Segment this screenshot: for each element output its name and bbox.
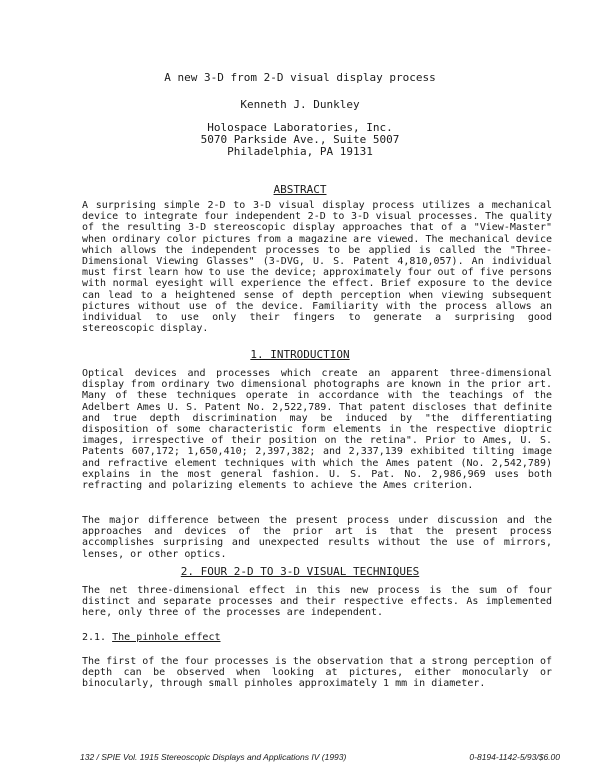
subsection-number: 2.1.: [82, 632, 107, 643]
subsection-paragraph: The first of the four processes is the observation that a strong perception of depth can be observed when looking at pictures, either monocularly or binocularly, through small pinholes approximately 1 mm in diameter.: [82, 656, 552, 690]
affiliation-line: Holospace Laboratories, Inc.: [207, 121, 393, 134]
subsection-label: The pinhole effect: [112, 632, 221, 643]
abstract-heading: ABSTRACT: [273, 183, 327, 196]
introduction-paragraph: Optical devices and processes which create an apparent three-dimensional display from ordinary two dimensional photographs are known in the prior art. Many of these techniques operate in accordance with the teachings of the Adelbert Ames U. S. Patent No. 2,522,789. That patent discloses that definite and true depth discrimination may be induced by "the differentiating disposition of some characteristic form elements in the respective dioptric images, irrespective of their position on the retina". Prior to Ames, U. S. Patents 607,172; 1,650,410; 2,397,382; and 2,337,139 exhibited tilting image and refractive element techniques with which the Ames patent (No. 2,542,789) explains in the most general fashion. U. S. Pat. No. 2,986,969 uses both refracting and polarizing elements to achieve the Ames criterion.: [82, 368, 552, 492]
introduction-paragraph: The major difference between the present process under discussion and the approaches and devices of the prior art is that the present process accomplishes surprising and unexpected results without the use of mirrors, lenses, or other optics.: [82, 515, 552, 560]
section-2-paragraph: The net three-dimensional effect in this new process is the sum of four distinct and separate processes and their respective effects. As implemented here, only three of the processes are independent.: [82, 585, 552, 619]
author-name: Kenneth J. Dunkley: [240, 98, 360, 111]
introduction-heading: 1. INTRODUCTION: [250, 348, 350, 361]
footer-isbn: 0-8194-1142-5/93/$6.00: [469, 752, 560, 762]
section-2-heading: 2. FOUR 2-D TO 3-D VISUAL TECHNIQUES: [180, 565, 420, 578]
affiliation-line: 5070 Parkside Ave., Suite 5007: [200, 133, 400, 146]
subsection-heading: [82, 632, 221, 643]
paper-title: A new 3-D from 2-D visual display process: [164, 71, 436, 84]
footer-citation: 132 / SPIE Vol. 1915 Stereoscopic Displays and Applications IV (1993): [80, 752, 347, 762]
affiliation-block: [0, 122, 600, 158]
abstract-text: A surprising simple 2-D to 3-D visual display process utilizes a mechanical device to integrate four independent 2-D to 3-D visual processes. The quality of the resulting 3-D stereoscopic display approaches that of a "View-Master" when ordinary color pictures from a magazine are viewed. The mechanical device which allows the independent processes to be applied is called the "Three-Dimensional Viewing Glasses" (3-DVG, U. S. Patent 4,810,057). An individual must first learn how to use the device; approximately four out of five persons with normal eyesight will experience the effect. Brief exposure to the device can lead to a heightened sense of depth perception when viewing subsequent pictures without use of the device. Familiarity with the process allows an individual to use only their fingers to generate a surprising good stereoscopic display.: [82, 200, 552, 335]
affiliation-line: Philadelphia, PA 19131: [227, 145, 373, 158]
